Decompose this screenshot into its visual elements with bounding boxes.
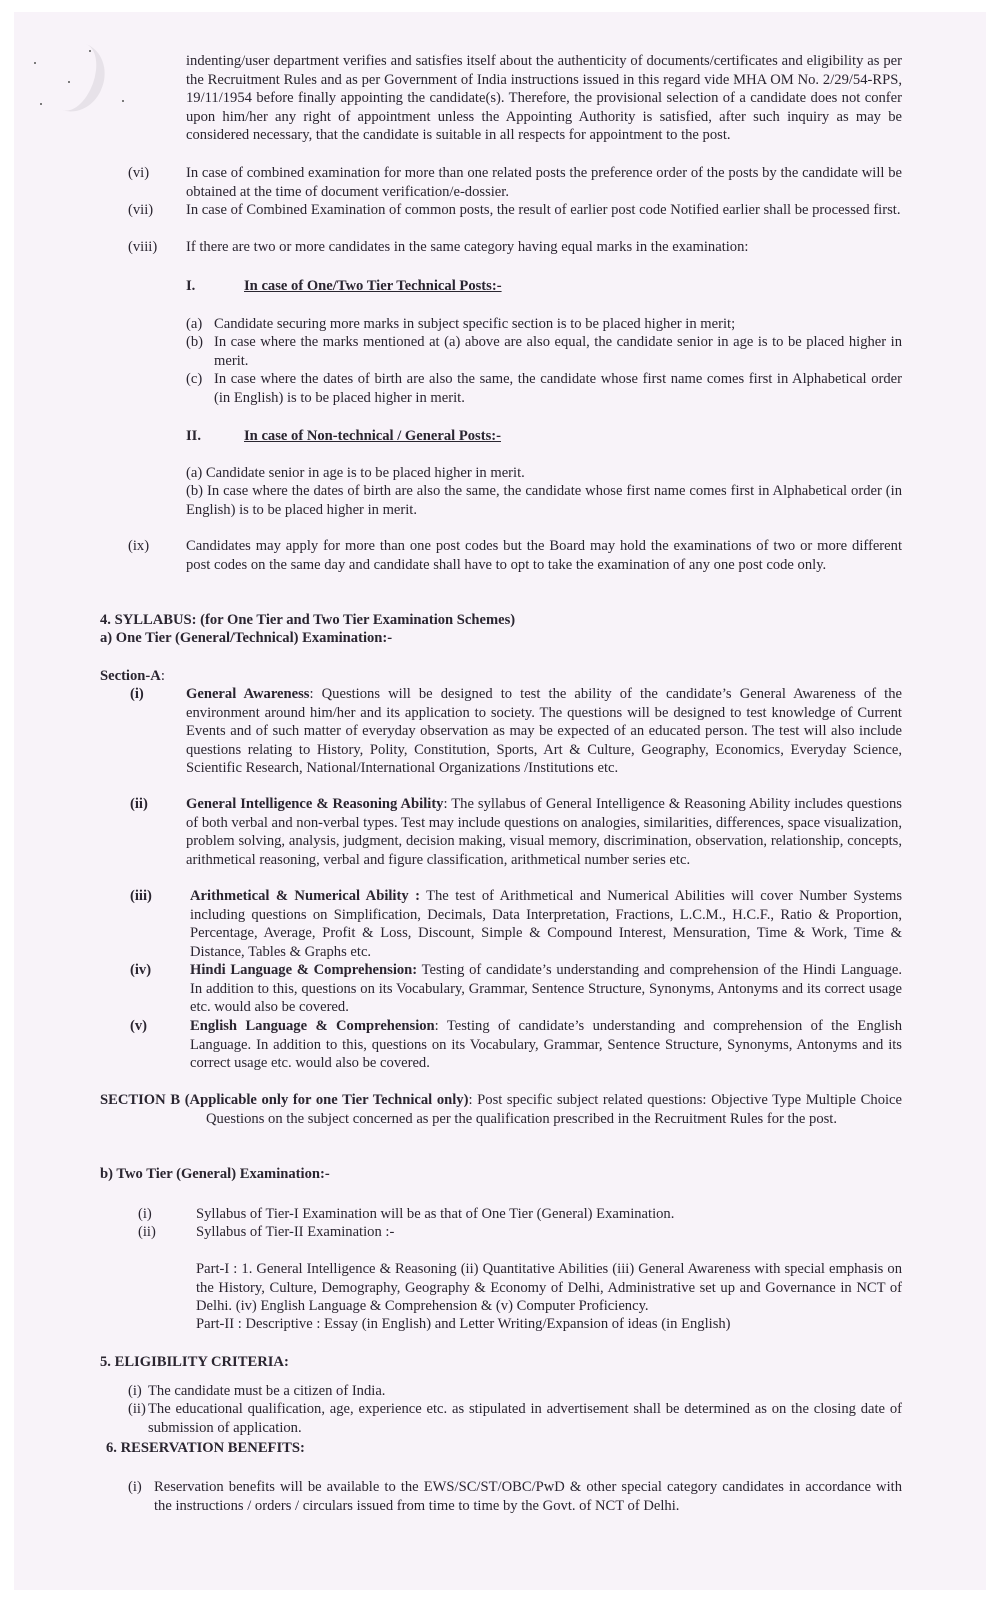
item-text: Testing of candidate’s understanding and comprehension of the English Language. In addition to this, questions on its Vocabulary, Grammar, Sentence Structure, Synonyms, Antonyms and its correct usage etc. would also be covered. (190, 1018, 902, 1072)
heading-number: II. (186, 428, 202, 444)
tiebreak-general-heading (186, 427, 786, 446)
item-text: The syllabus of General Intelligence & Reasoning Ability includes questions of both verbal and non-verbal types. Test may include questions on analogies, similarities, differences, space visualization, problem solving, analysis, judgment, decision making, visual memory, discrimination, observation, relationship, concepts, arithmetical reasoning, verbal and figure classification, arithmetical number series etc. (186, 796, 902, 868)
item-text: Syllabus of Tier-II Examination :- (196, 1224, 395, 1240)
item-number: (ii) (128, 1401, 146, 1417)
item-text: The educational qualification, age, experience etc. as stipulated in advertisement shall be determined as on the closing date of submission of application. (148, 1401, 902, 1436)
section-a-title: Section-A (100, 668, 161, 684)
item-number: (c) (186, 371, 203, 387)
item-number: (i) (128, 1479, 142, 1495)
item-text: In case where the dates of birth are also the same, the candidate whose first name comes first in Alphabetical order (in English) is to be placed higher in merit. (214, 371, 902, 406)
intro-paragraph: indenting/user department verifies and satisfies itself about the authenticity of documents/certificates and eligibility as per the Recruitment Rules and as per Government of India instructions issued in this regard vide MHA OM No. 2/29/54-RPS, 19/11/1954 before finally appointing the candidate(s). Therefore, the provisional selection of a candidate does not confer upon him/her any right of appointment unless the Appointing Authority is satisfied, after such inquiry as may be considered necessary, that the candidate is suitable in all respects for appointment to the post. (186, 53, 902, 144)
scan-speck (40, 103, 42, 105)
heading-number: I. (186, 278, 196, 294)
syllabus-item-v (130, 1017, 902, 1073)
one-tier-heading: a) One Tier (General/Technical) Examination:- (100, 630, 393, 646)
item-text: In case where the marks mentioned at (a) above are also equal, the candidate senior in age is to be placed higher in merit. (214, 334, 902, 369)
item-text: Testing of candidate’s understanding and comprehension of the Hindi Language. In addition to this, questions on its Vocabulary, Grammar, Sentence Structure, Synonyms, Antonyms and its correct usage etc. would also be covered. (190, 962, 902, 1016)
two-tier-heading-bold: b) Two Tier (General) (100, 1166, 237, 1182)
clause-vii (128, 201, 902, 220)
item-sep: : (309, 686, 314, 702)
section-a-label (100, 667, 165, 686)
item-number: (iv) (130, 962, 152, 978)
item-number: (i) (128, 1383, 142, 1399)
item-sep: : (443, 796, 448, 812)
section-b-paragraph (100, 1091, 902, 1128)
reservation-item (128, 1478, 902, 1515)
two-tier-heading (100, 1165, 330, 1184)
section-b-text: : Post specific subject related questions: Objective Type Multiple Choice Questions on the subject concerned as per the qualification prescribed in the Recruitment Rules for the post. (206, 1092, 902, 1127)
eligibility-heading: 5. ELIGIBILITY CRITERIA: (100, 1354, 289, 1370)
scan-speck (34, 62, 36, 64)
eligibility-item (128, 1382, 902, 1401)
item-title: English Language & Comprehension (190, 1018, 435, 1034)
two-tier-item (138, 1223, 902, 1242)
tiebreak-technical-item (186, 370, 902, 407)
item-text: Candidate senior in age is to be placed higher in merit. (205, 465, 525, 481)
tier-2-part-1: Part-I : 1. General Intelligence & Reasoning (ii) Quantitative Abilities (iii) General Awareness with special emphasis on the History, Culture, Demography, Geography & Economy of Delhi, Administrative set up and Governance in NCT of Delhi. (iv) English Language & Comprehension & (v) Computer Proficiency. (196, 1261, 902, 1315)
item-title: General Awareness (186, 686, 310, 702)
item-number: (iii) (130, 888, 152, 904)
two-tier-heading-rest: Examination:- (236, 1166, 330, 1182)
item-number: (v) (130, 1018, 148, 1034)
item-text: Syllabus of Tier-I Examination will be as that of One Tier (General) Examination. (196, 1206, 675, 1222)
item-text: Candidate securing more marks in subject specific section is to be placed higher in merit; (214, 316, 736, 332)
clause-number: (viii) (128, 239, 158, 255)
item-text: Reservation benefits will be available to the EWS/SC/ST/OBC/PwD & other special category candidates in accordance with the instructions / orders / circulars issued from time to time by the Govt. of NCT of Delhi. (154, 1479, 902, 1514)
item-number: (b) (186, 483, 204, 499)
clause-ix (128, 537, 902, 574)
item-number: (i) (138, 1206, 152, 1222)
tiebreak-technical-item (186, 333, 902, 370)
scan-smudge (34, 34, 114, 120)
item-title: Arithmetical & Numerical Ability : (190, 888, 420, 904)
tiebreak-general-item (186, 464, 902, 483)
tiebreak-technical-item (186, 315, 902, 334)
item-text: Questions will be designed to test the ability of the candidate’s General Awareness of the environment around him/her and its application to society. The questions will be designed to test knowledge of Current Events and of such matter of everyday observation as may be expected of an educated person. The test will also include questions relating to History, Polity, Constitution, Sports, Art & Culture, Geography, Economics, Everyday Science, Scientific Research, National/International Organizations /Institutions etc. (186, 686, 903, 777)
clause-vi (128, 164, 902, 201)
syllabus-item-iv (130, 961, 902, 1017)
clause-number: (vii) (128, 202, 154, 218)
item-number: (a) (186, 316, 203, 332)
clause-number: (ix) (128, 538, 150, 554)
tiebreak-general-item (186, 482, 902, 519)
syllabus-item-iii (130, 887, 902, 961)
heading-text: In case of Non-technical / General Posts:- (244, 428, 501, 444)
clause-number: (vi) (128, 165, 150, 181)
item-text: The test of Arithmetical and Numerical Abilities will cover Number Systems including questions on Simplification, Decimals, Data Interpretation, Fractions, L.C.M., H.C.F., Ratio & Proportion, Percentage, Average, Profit & Loss, Discount, Simple & Compound Interest, Mensuration, Time & Work, Time & Distance, Tables & Graphs etc. (190, 888, 903, 960)
item-number: (i) (130, 686, 144, 702)
section-b-title: SECTION B (Applicable only for one Tier Technical only) (100, 1092, 469, 1108)
scan-speck (89, 50, 91, 52)
scan-speck (68, 81, 70, 83)
item-text: In case where the dates of birth are also the same, the candidate whose first name comes first in Alphabetical order (in English) is to be placed higher in merit. (186, 483, 902, 518)
item-number: (b) (186, 334, 204, 350)
tier-2-part-2: Part-II : Descriptive : Essay (in English) and Letter Writing/Expansion of ideas (in English) (196, 1316, 731, 1332)
two-tier-item (138, 1205, 902, 1224)
clause-text: In case of combined examination for more than one related posts the preference order of the posts by the candidate will be obtained at the time of document verification/e-dossier. (186, 165, 902, 200)
item-text: The candidate must be a citizen of India. (148, 1383, 386, 1399)
item-number: (a) (186, 465, 203, 481)
eligibility-item (128, 1400, 902, 1437)
clause-text: Candidates may apply for more than one post codes but the Board may hold the examinations of two or more different post codes on the same day and candidate shall have to opt to take the examination of any one post code only. (186, 538, 902, 573)
clause-text: In case of Combined Examination of common posts, the result of earlier post code Notified earlier shall be processed first. (186, 202, 901, 218)
syllabus-item-ii (130, 795, 902, 869)
scan-speck (122, 100, 124, 102)
syllabus-item-i (130, 685, 902, 778)
section-a-colon: : (160, 668, 165, 684)
item-title: General Intelligence & Reasoning Ability (186, 796, 444, 812)
item-number: (ii) (130, 796, 148, 812)
item-number: (ii) (138, 1224, 156, 1240)
item-title: Hindi Language & Comprehension: (190, 962, 418, 978)
clause-text: If there are two or more candidates in the same category having equal marks in the examination: (186, 239, 749, 255)
document-page (14, 12, 986, 1590)
syllabus-heading: 4. SYLLABUS: (for One Tier and Two Tier Examination Schemes) (100, 612, 516, 628)
tiebreak-technical-heading (186, 277, 786, 296)
reservation-heading: 6. RESERVATION BENEFITS: (106, 1440, 305, 1456)
clause-viii (128, 238, 902, 257)
item-sep: : (434, 1018, 439, 1034)
heading-text: In case of One/Two Tier Technical Posts:- (244, 278, 502, 294)
